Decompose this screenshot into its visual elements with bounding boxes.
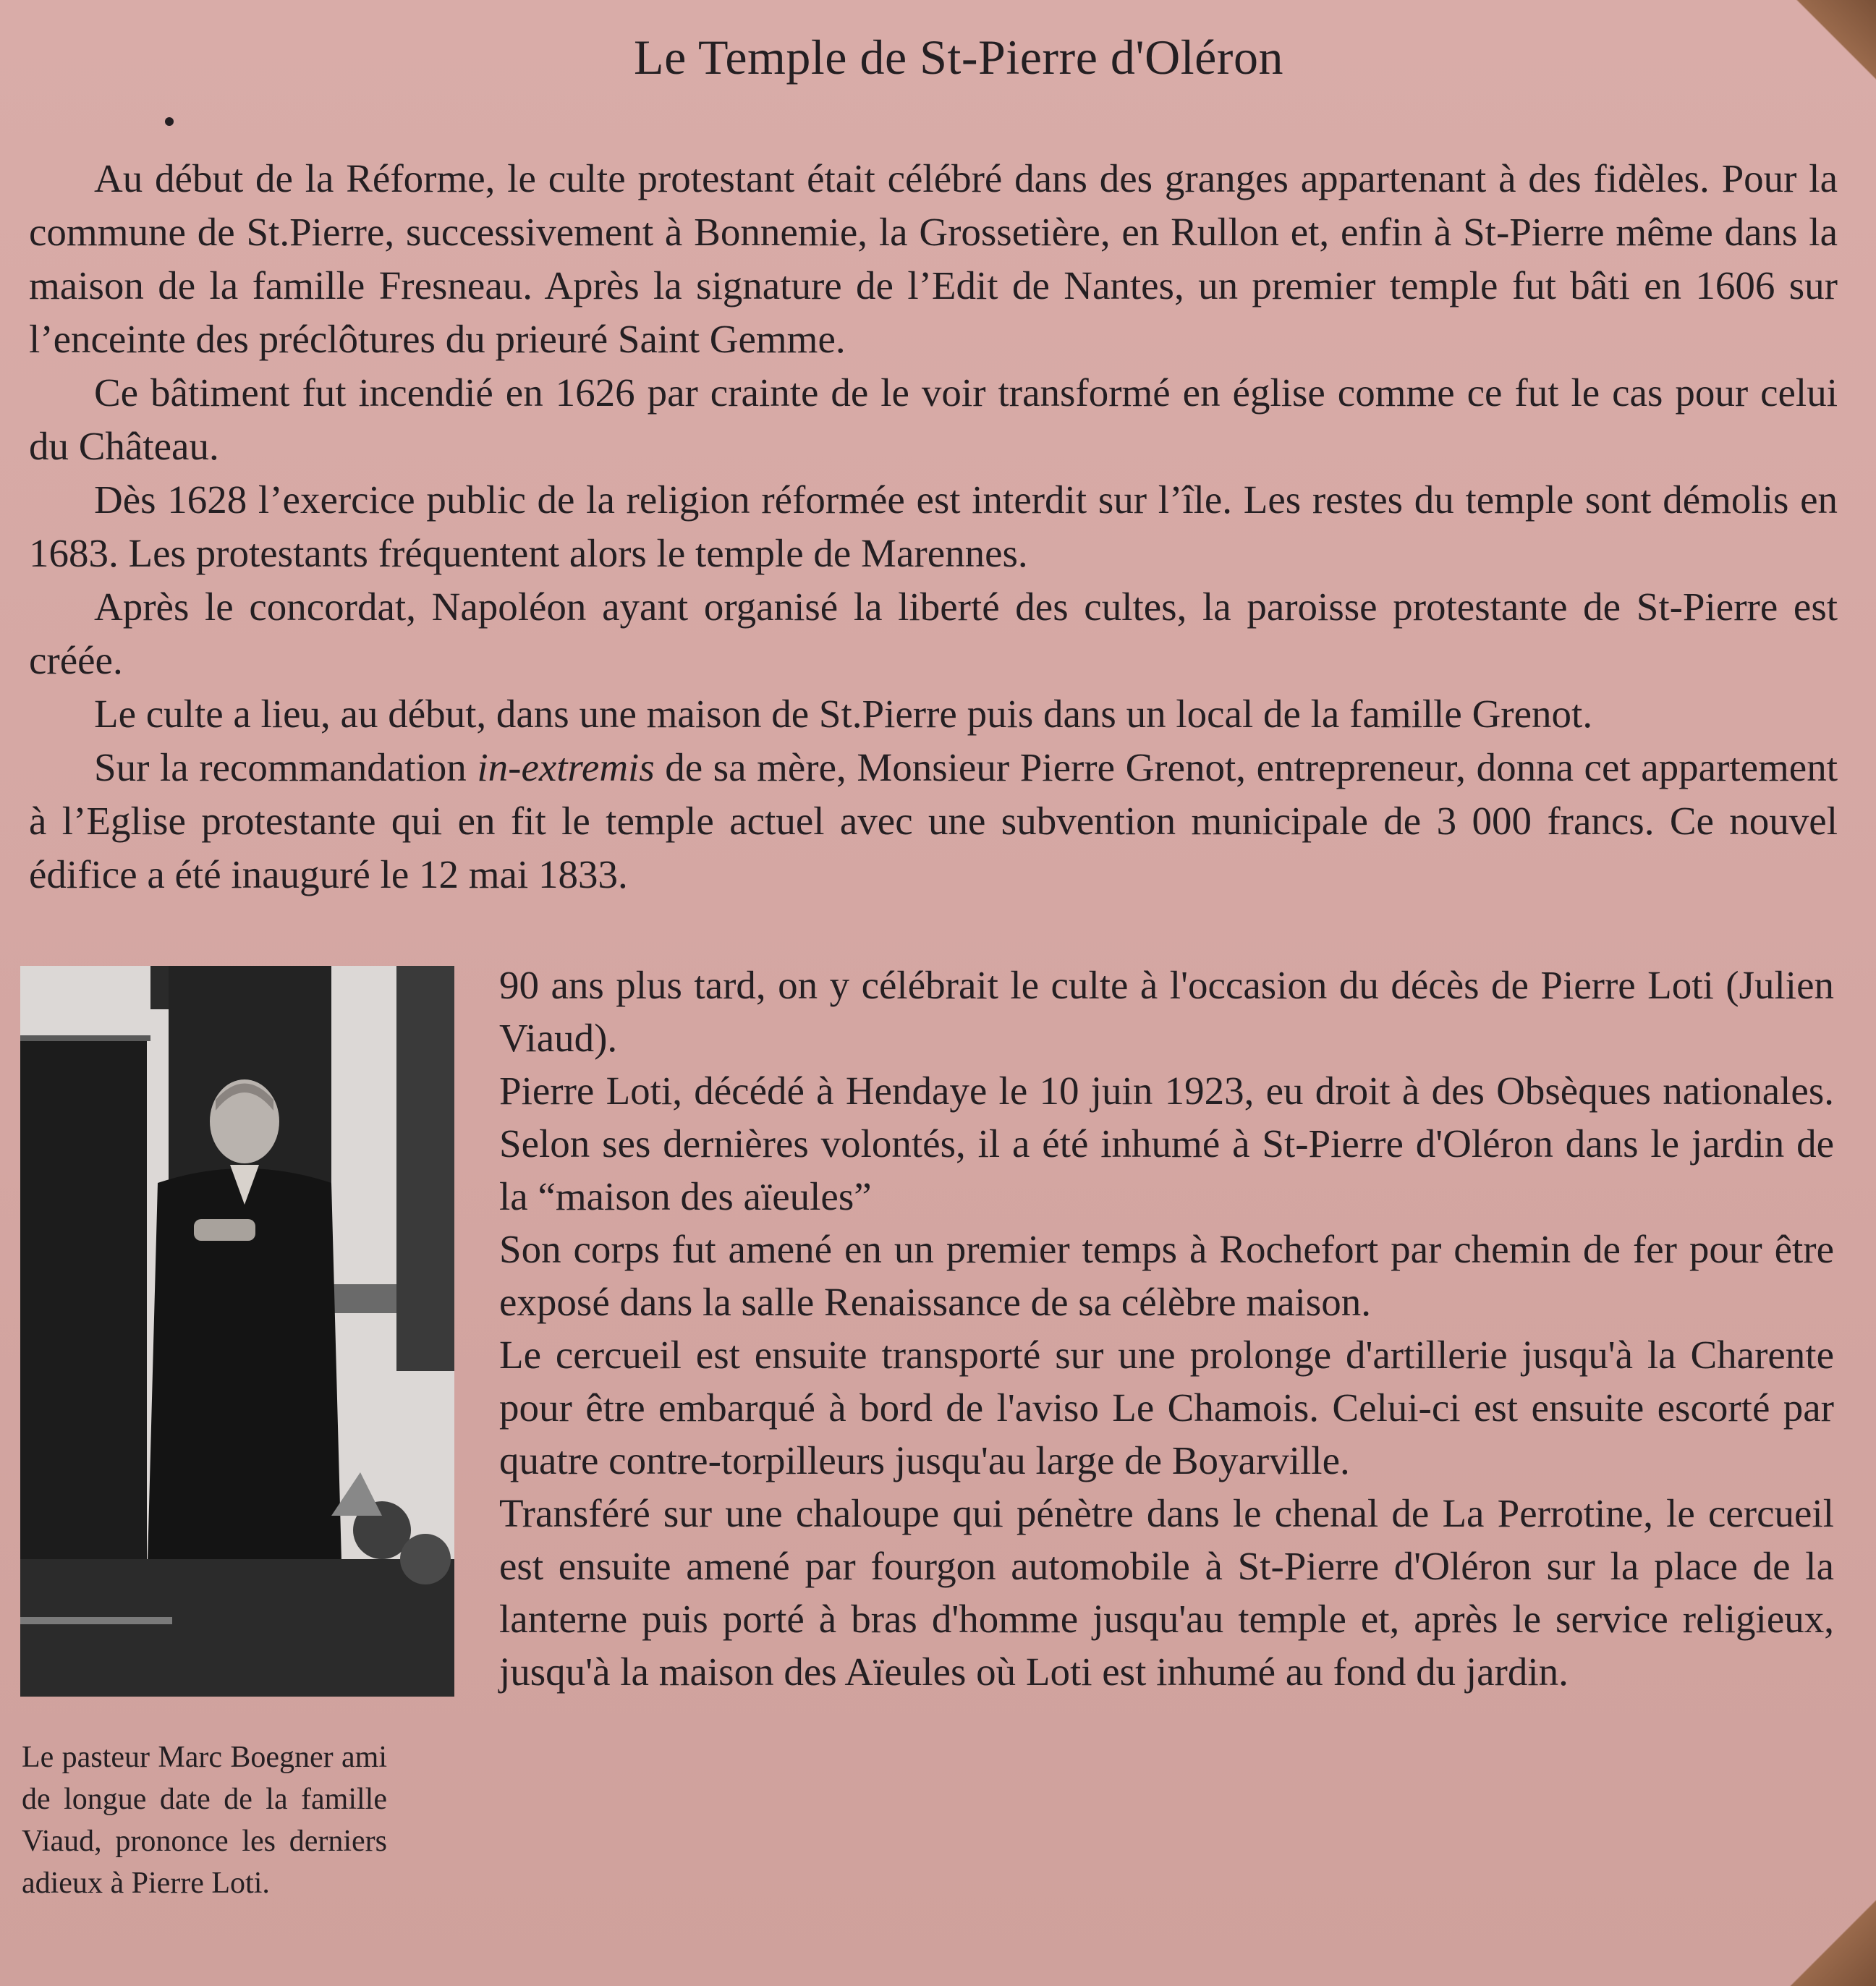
story-paragraph: Le cercueil est ensuite transporté sur une prolonge d'artillerie jusqu'à la Charente pour être embarqué à bord de l'aviso Le Chamois. Celui-ci est ensuite escorté par quatre contre-torpilleurs jusqu'au large de Boyarville.	[499, 1333, 1834, 1482]
story-paragraph: Transféré sur une chaloupe qui pénètre dans le chenal de La Perrotine, le cercueil est ensuite amené par fourgon automobile à St-Pierre d'Oléron sur la place de la lanterne puis porté à bras d'homme jusqu'au temple et, après le service religieux, jusqu'à la maison des Aïeules où Loti est inhumé au fond du jardin.	[499, 1491, 1834, 1694]
intro-paragraph-donation	[29, 741, 1838, 901]
historic-photo-pastor	[20, 966, 454, 1697]
story-paragraph: Son corps fut amené en un premier temps à Rochefort par chemin de fer pour être exposé dans la salle Renaissance de sa célèbre maison.	[499, 1227, 1834, 1324]
loti-story-text	[499, 959, 1834, 1698]
frame-corner-bottom-right	[1775, 1899, 1876, 1986]
intro-paragraph: Au début de la Réforme, le culte protestant était célébré dans des granges appartenant à des fidèles. Pour la commune de St.Pierre, successivement à Bonnemie, la Grossetière, en Rullon et, enfin à St-Pierre même dans la maison de la famille Fresneau. Après la signature de l’Edit de Nantes, un premier temple fut bâti en 1606 sur l’enceinte des préclôtures du prieuré Saint Gemme.	[29, 156, 1838, 361]
page-title: Le Temple de St-Pierre d'Oléron	[634, 30, 1283, 85]
photo-caption: Le pasteur Marc Boegner ami de longue date de la famille Viaud, prononce les derniers adieux à Pierre Loti.	[22, 1741, 387, 1900]
story-paragraph: Pierre Loti, décédé à Hendaye le 10 juin 1923, eu droit à des Obsèques nationales. Selon ses dernières volontés, il a été inhumé à St-Pierre d'Oléron dans le jardin de la “maison des aïeules”	[499, 1069, 1834, 1218]
intro-paragraph: Le culte a lieu, au début, dans une maison de St.Pierre puis dans un local de la famille Grenot.	[94, 692, 1593, 736]
in-extremis-emphasis: in-extremis	[477, 745, 655, 789]
intro-text	[29, 152, 1838, 901]
pastor-photo-image	[20, 966, 454, 1697]
intro-paragraph: Ce bâtiment fut incendié en 1626 par crainte de le voir transformé en église comme ce fut le cas pour celui du Château.	[29, 370, 1838, 468]
donation-text-start: Sur la recommandation	[94, 745, 478, 789]
bullet-dot	[165, 117, 174, 126]
intro-paragraph: Après le concordat, Napoléon ayant organisé la liberté des cultes, la paroisse protestante de St-Pierre est créée.	[29, 585, 1838, 682]
donation-text-end: de sa mère, Monsieur Pierre Grenot, entrepreneur, donna cet appartement à l’Eglise protestante qui en fit le temple actuel avec une subvention municipale de 3 000 francs. Ce nouvel édifice a été inauguré le 12 mai 1833.	[29, 745, 1838, 896]
story-paragraph: 90 ans plus tard, on y célébrait le culte à l'occasion du décès de Pierre Loti (Julien Viaud).	[499, 963, 1834, 1060]
intro-paragraph: Dès 1628 l’exercice public de la religion réformée est interdit sur l’île. Les restes du temple sont démolis en 1683. Les protestants fréquentent alors le temple de Marennes.	[29, 478, 1838, 575]
